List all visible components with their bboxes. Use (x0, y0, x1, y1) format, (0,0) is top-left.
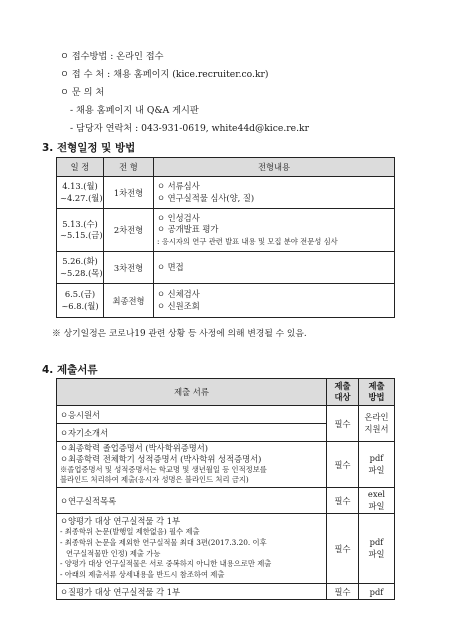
schedule-content: ㅇ 면접 (154, 252, 395, 284)
schedule-stage: 3차전형 (104, 252, 154, 284)
schedule-table (56, 157, 395, 318)
table-row (57, 584, 395, 600)
intro-contact-info: - 담당자 연락처 : 043-931-0619, white44d@kice.re.kr (70, 123, 309, 134)
schedule-content: ㅇ 서류심사 ㅇ 연구실적물 심사(양, 질) (154, 177, 395, 209)
document-method: pdf (359, 584, 395, 600)
schedule-stage: 최종전형 (104, 284, 154, 318)
documents-header-doc: 제출 서류 (57, 379, 327, 406)
schedule-date: 5.13.(수) ~5.15.(금) (57, 209, 104, 252)
schedule-date: 4.13.(월) ~4.27.(월) (57, 177, 104, 209)
section3-title: 3. 전형일정 및 방법 (42, 142, 136, 154)
section4-title: 4. 제출서류 (42, 364, 98, 376)
documents-table (56, 378, 395, 600)
document-method: pdf 파일 (359, 514, 395, 584)
table-row (57, 514, 395, 584)
document-item: ㅇ최종학력 졸업증명서 (박사학위증명서) ㅇ최종학력 전체학기 성적증명서 (박사학위 성적증명서) ※졸업증명서 및 성적증명서는 학교명 및 생년월일 등 인적정보를 블라인드 처리하여 제출(응시자 성명은 블라인드 처리 금지) (57, 442, 327, 488)
schedule-stage: 1차전형 (104, 177, 154, 209)
table-row (57, 177, 395, 209)
intro-apply-method: ㅇ 접수방법 : 온라인 접수 (60, 51, 164, 62)
schedule-content: ㅇ 인성검사 ㅇ 공개발표 평가 : 응시자의 연구 관련 발표 내용 및 모집 분야 전문성 심사 (154, 209, 395, 252)
document-method: exel 파일 (359, 488, 395, 514)
document-method: pdf 파일 (359, 442, 395, 488)
schedule-content: ㅇ 신체검사 ㅇ 신원조회 (154, 284, 395, 318)
intro-contact-label: ㅇ 문 의 처 (60, 87, 105, 98)
document-target: 필수 (327, 406, 359, 442)
document-target: 필수 (327, 514, 359, 584)
document-target: 필수 (327, 488, 359, 514)
documents-header-method: 제출 방법 (359, 379, 395, 406)
schedule-date: 6.5.(금) ~6.8.(월) (57, 284, 104, 318)
document-item: ㅇ응시원서 (57, 406, 327, 424)
intro-qa-board: - 채용 홈페이지 내 Q&A 게시판 (70, 105, 199, 116)
document-target: 필수 (327, 584, 359, 600)
table-row (57, 442, 395, 488)
document-method: 온라인 지원서 (359, 406, 395, 442)
schedule-note: ※ 상기일정은 코로나19 관련 상황 등 사정에 의해 변경될 수 있음. (52, 329, 307, 339)
documents-header-target: 제출 대상 (327, 379, 359, 406)
document-item: ㅇ연구실적목록 (57, 488, 327, 514)
schedule-header-content: 전형내용 (154, 158, 395, 177)
document-item: ㅇ자기소개서 (57, 424, 327, 442)
document-target: 필수 (327, 442, 359, 488)
intro-apply-place: ㅇ 접 수 처 : 채용 홈페이지 (kice.recruiter.co.kr) (60, 69, 269, 80)
document-item: ㅇ질평가 대상 연구실적물 각 1부 (57, 584, 327, 600)
table-row (57, 406, 395, 424)
schedule-stage: 2차전형 (104, 209, 154, 252)
document-item: ㅇ양평가 대상 연구실적물 각 1부 - 최종학위 논문(발행일 제한없음) 필수 제출 - 최종학위 논문을 제외한 연구실적물 최대 3편(2017.3.20. 이후 연구실적물만 인정) 제출 가능 - 양평가 대상 연구실적물은 서로 중복하지 아니한 내용으로만 제출 - 아래의 제출서류 상세내용을 반드시 참조하여 제출 (57, 514, 327, 584)
table-row (57, 252, 395, 284)
table-row (57, 284, 395, 318)
table-row (57, 488, 395, 514)
schedule-date: 5.26.(화) ~5.28.(목) (57, 252, 104, 284)
schedule-header-date: 일 정 (57, 158, 104, 177)
schedule-header-stage: 전 형 (104, 158, 154, 177)
table-row (57, 209, 395, 252)
